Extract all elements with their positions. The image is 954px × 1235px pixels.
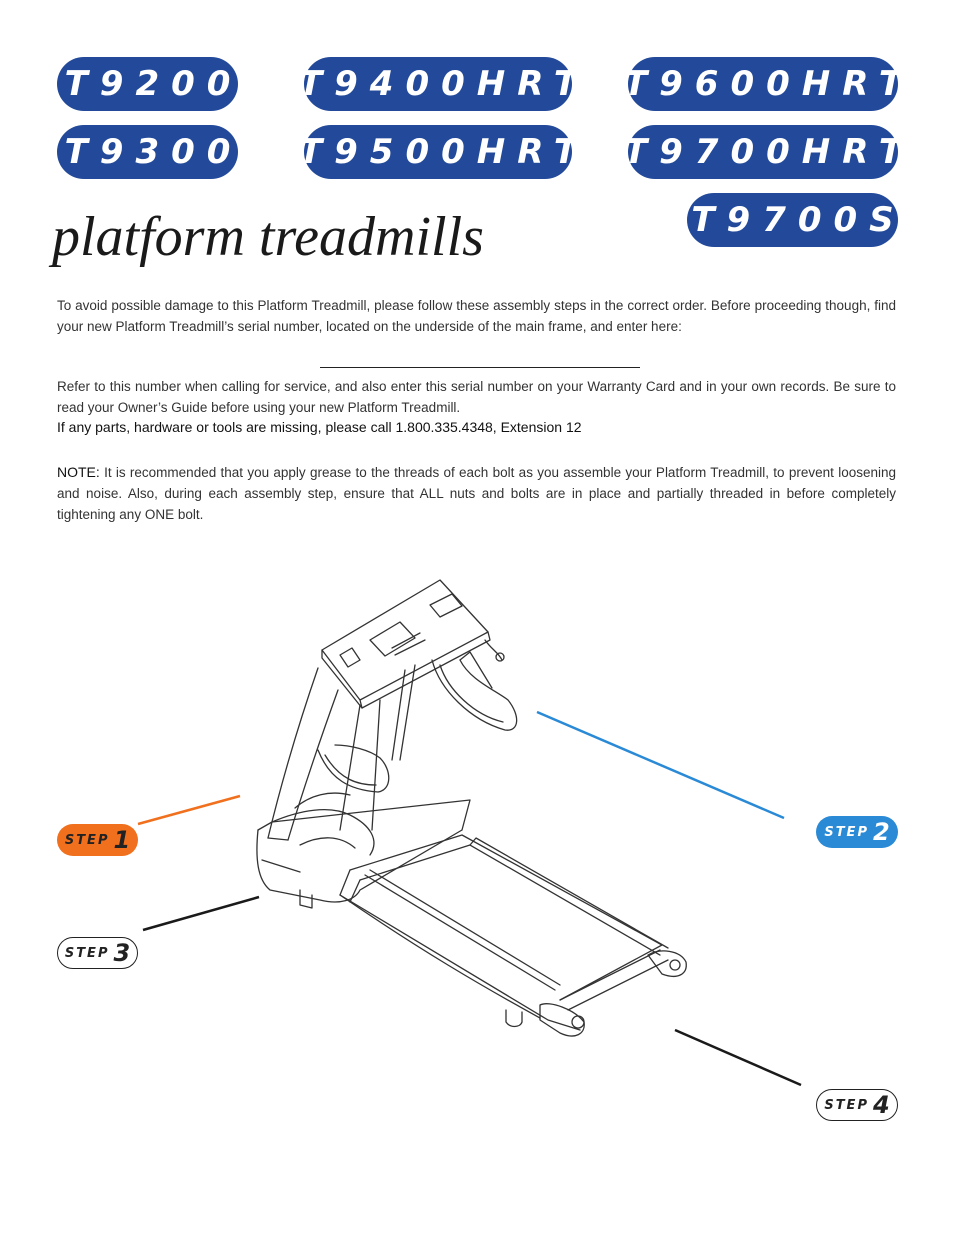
step-3-number: 3	[113, 939, 131, 967]
model-badge-t9200: T9200	[57, 57, 238, 111]
intro-paragraph: To avoid possible damage to this Platform Treadmill, please follow these assembly steps in the correct order. Before proceeding though, find your new Platform Treadmill’s serial number, located on the underside of the main frame, and enter here:	[57, 298, 896, 334]
step-2-badge	[816, 816, 898, 848]
step-3-badge	[57, 937, 138, 969]
model-badge-t9300: T9300	[57, 125, 238, 179]
model-badge-t9400hrt: T9400HRT	[304, 57, 572, 111]
step-2-number: 2	[872, 818, 890, 846]
step-4-badge	[816, 1089, 898, 1121]
refer-paragraph: Refer to this number when calling for service, and also enter this serial number on your Warranty Card and in your own records. Be sure to read your Owner’s Guide before using your new Platform Treadmill.	[57, 379, 896, 415]
model-badge-t9700s: T9700S	[687, 193, 898, 247]
note-label: NOTE:	[57, 464, 100, 480]
step-4-number: 4	[872, 1091, 890, 1119]
page-title: platform treadmills	[52, 206, 484, 268]
model-badge-t9600hrt: T9600HRT	[628, 57, 898, 111]
step-2-word: STEP	[824, 824, 869, 840]
missing-parts-paragraph: If any parts, hardware or tools are missing, please call 1.800.335.4348, Extension 12	[57, 419, 582, 435]
model-badge-t9700hrt: T9700HRT	[628, 125, 898, 179]
note-text: It is recommended that you apply grease to the threads of each bolt as you assemble your Platform Treadmill, to prevent loosening and noise. Also, during each assembly step, ensure that ALL nuts and bolts are in place and partially threaded in before completely tightening any ONE bolt.	[57, 465, 896, 522]
step-4-word: STEP	[824, 1097, 869, 1113]
model-badge-t9500hrt: T9500HRT	[304, 125, 572, 179]
step-1-word: STEP	[64, 832, 110, 848]
step-1-number: 1	[113, 826, 131, 854]
step-3-word: STEP	[64, 945, 110, 961]
step-1-badge	[57, 824, 138, 856]
